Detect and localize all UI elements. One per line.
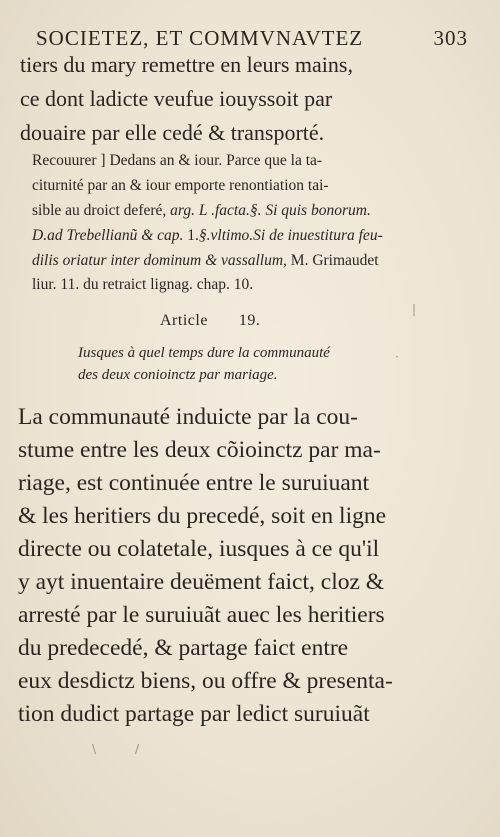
running-title: SOCIETEZ, ET COMMVNAVTEZ — [36, 26, 364, 50]
body-line: du predecedé, & partage faict entre — [18, 635, 349, 661]
note-line — [32, 252, 379, 270]
top-text-line: tiers du mary remettre en leurs mains, — [20, 52, 353, 77]
note-line — [32, 152, 322, 170]
note-line — [32, 202, 371, 220]
note-segment: dilis oriatur inter dominum & vassallum, — [32, 252, 287, 269]
note-segment: §.vltimo.Si de inuestitura feu- — [198, 227, 383, 244]
article-heading — [160, 312, 260, 330]
article-label: Article — [160, 312, 208, 329]
note-segment: M. Grimaudet — [286, 252, 379, 269]
article-number: 19. — [238, 312, 261, 329]
body-line: y ayt inuentaire deuëment faict, cloz & — [18, 569, 385, 595]
stray-ink-mark: · — [395, 350, 399, 364]
body-line: arresté par le suruiuãt auec les heritiers — [18, 602, 385, 628]
body-line: La communauté induicte par la cou- — [18, 404, 358, 430]
body-line: riage, est continuée entre le suruiuant — [18, 470, 370, 496]
note-line — [32, 276, 253, 294]
page-number: 303 — [433, 26, 468, 50]
note-segment: citurnité par an & iour emporte renontiation tai- — [32, 177, 329, 194]
note-line — [32, 227, 383, 245]
note-segment: 1. — [183, 227, 199, 244]
top-text-line: ce dont ladicte veufue iouyssoit par — [20, 86, 333, 111]
body-line: directe ou colatetale, iusques à ce qu'il — [18, 536, 380, 562]
note-segment: D.ad Trebellianũ & cap. — [32, 227, 184, 244]
top-text-line: douaire par elle cedé & transporté. — [20, 120, 325, 145]
stray-ink-mark: | — [412, 302, 417, 316]
note-segment: sible au droict deferé, — [32, 202, 171, 219]
stray-ink-mark: \ — [92, 742, 97, 756]
running-header — [36, 26, 468, 51]
note-segment: Recouurer ] Dedans an & iour. Parce que la ta- — [32, 152, 323, 169]
note-segment: liur. 11. du retraict lignag. chap. 10. — [32, 276, 254, 293]
note-line — [32, 177, 329, 195]
article-title-line: des deux conioinctz par mariage. — [78, 367, 278, 383]
body-line: stume entre les deux cõioinctz par ma- — [18, 437, 381, 463]
note-segment: arg. L .facta.§. Si quis bonorum. — [170, 202, 371, 219]
body-line: eux desdictz biens, ou offre & presenta- — [18, 668, 393, 694]
body-line: & les heritiers du precedé, soit en ligne — [18, 503, 387, 529]
article-title-line: Iusques à quel temps dure la communauté — [78, 345, 330, 361]
stray-ink-mark: / — [135, 742, 140, 756]
body-line: tion dudict partage par ledict suruiuãt — [18, 701, 370, 727]
